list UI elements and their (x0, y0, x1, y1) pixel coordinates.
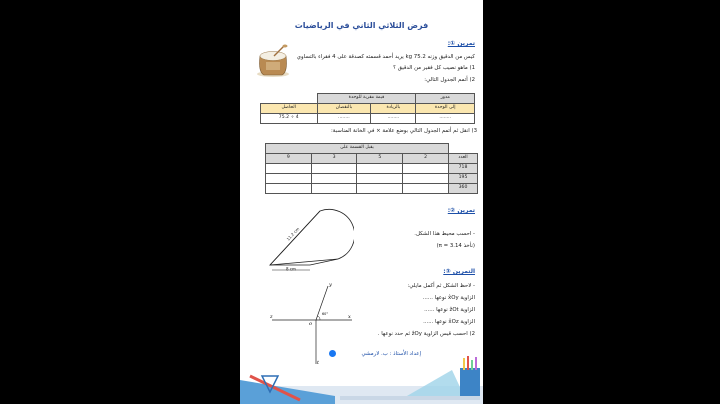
label-z: z (270, 314, 273, 320)
rounding-col-header: مدور (416, 94, 475, 104)
table-row (266, 164, 478, 174)
number-cell: 718 (449, 164, 478, 174)
quotient-cell: 75.2 ÷ 4 (261, 114, 318, 124)
default-col-header: بالنقصان (317, 104, 371, 114)
table-row (266, 174, 478, 184)
divisor-9: 9 (266, 154, 312, 164)
excess-cell: ........ (371, 114, 416, 124)
divisibility-header: يقبل القسمة على (266, 144, 449, 154)
rounding-table (260, 93, 475, 124)
angle-label: 60° (322, 312, 329, 316)
divisibility-table (265, 143, 478, 194)
worksheet-page (240, 0, 483, 404)
label-t: t (317, 360, 320, 366)
unit-cell: ........ (416, 114, 475, 124)
slant-length-label: 11.2 cm (285, 226, 301, 242)
author-credit: إعداد الأستاذ : ب. لارمشي (361, 351, 421, 357)
divisor-2: 2 (403, 154, 449, 164)
exercise-2-heading: تمرين ②: (447, 207, 475, 214)
flour-sack-image (254, 44, 292, 78)
ex3-instruction: - لاحظ الشكل ثم أكمل مايلي: (407, 283, 475, 289)
default-cell: ........ (317, 114, 371, 124)
excess-col-header: بالزيادة (371, 104, 416, 114)
number-cell: 195 (449, 174, 478, 184)
divisor-3: 3 (311, 154, 357, 164)
exercise-1-heading: تمرين ①: (447, 40, 475, 47)
label-y: y (329, 282, 332, 288)
semicircle-figure (264, 207, 354, 279)
angles-figure (266, 280, 356, 368)
number-col-header: العدد (449, 154, 478, 164)
rounding-group-header: قيمة مقربة للوحدة (317, 94, 416, 104)
ex1-question-1: 1) ماهو نصيب كل فقير من الدقيق ؟ (393, 65, 475, 71)
label-o: o (309, 321, 313, 327)
ex1-question-3: 3) انقل ثم أتمم الجدول التالي بوضع علامة × في الخانة المناسبة: (330, 128, 477, 134)
ex3-angle-xoy: الزاوية x̂Oy نوعها ...... (422, 295, 475, 301)
ex3-question-2: 2) احسب قيس الزاوية ẑOy ثم حدد نوعها . (377, 331, 475, 337)
ex2-pi-note: (نأخذ π = 3.14) (436, 243, 475, 249)
base-length-label: 8 cm (286, 266, 296, 272)
exercise-3-heading: التمرين ③: (443, 268, 475, 275)
label-x: x (348, 314, 351, 320)
ex1-question-2: 2) أتمم الجدول التالي: (424, 77, 475, 83)
ex1-statement: كيس من الدقيق وزنه 75.2 kg يريد أحمد قسمته كصدقة على 4 فقراء بالتساوي (296, 54, 475, 60)
stationery-decoration (240, 356, 483, 404)
number-cell: 360 (449, 184, 478, 194)
ex3-angle-zot: الزاوية ẑOt نوعها ...... (424, 307, 475, 313)
unit-col-header: إلى الوحدة (416, 104, 475, 114)
quotient-col-header: الحاصل (261, 104, 318, 114)
ex2-question: - احسب محيط هذا الشكل. (414, 231, 475, 237)
divisor-5: 5 (357, 154, 403, 164)
ex3-angle-xoz: الزاوية x̂Oz نوعها ...... (423, 319, 475, 325)
worksheet-title: فرض الثلاثي الثاني في الرياضيات (294, 21, 429, 30)
table-row (266, 184, 478, 194)
